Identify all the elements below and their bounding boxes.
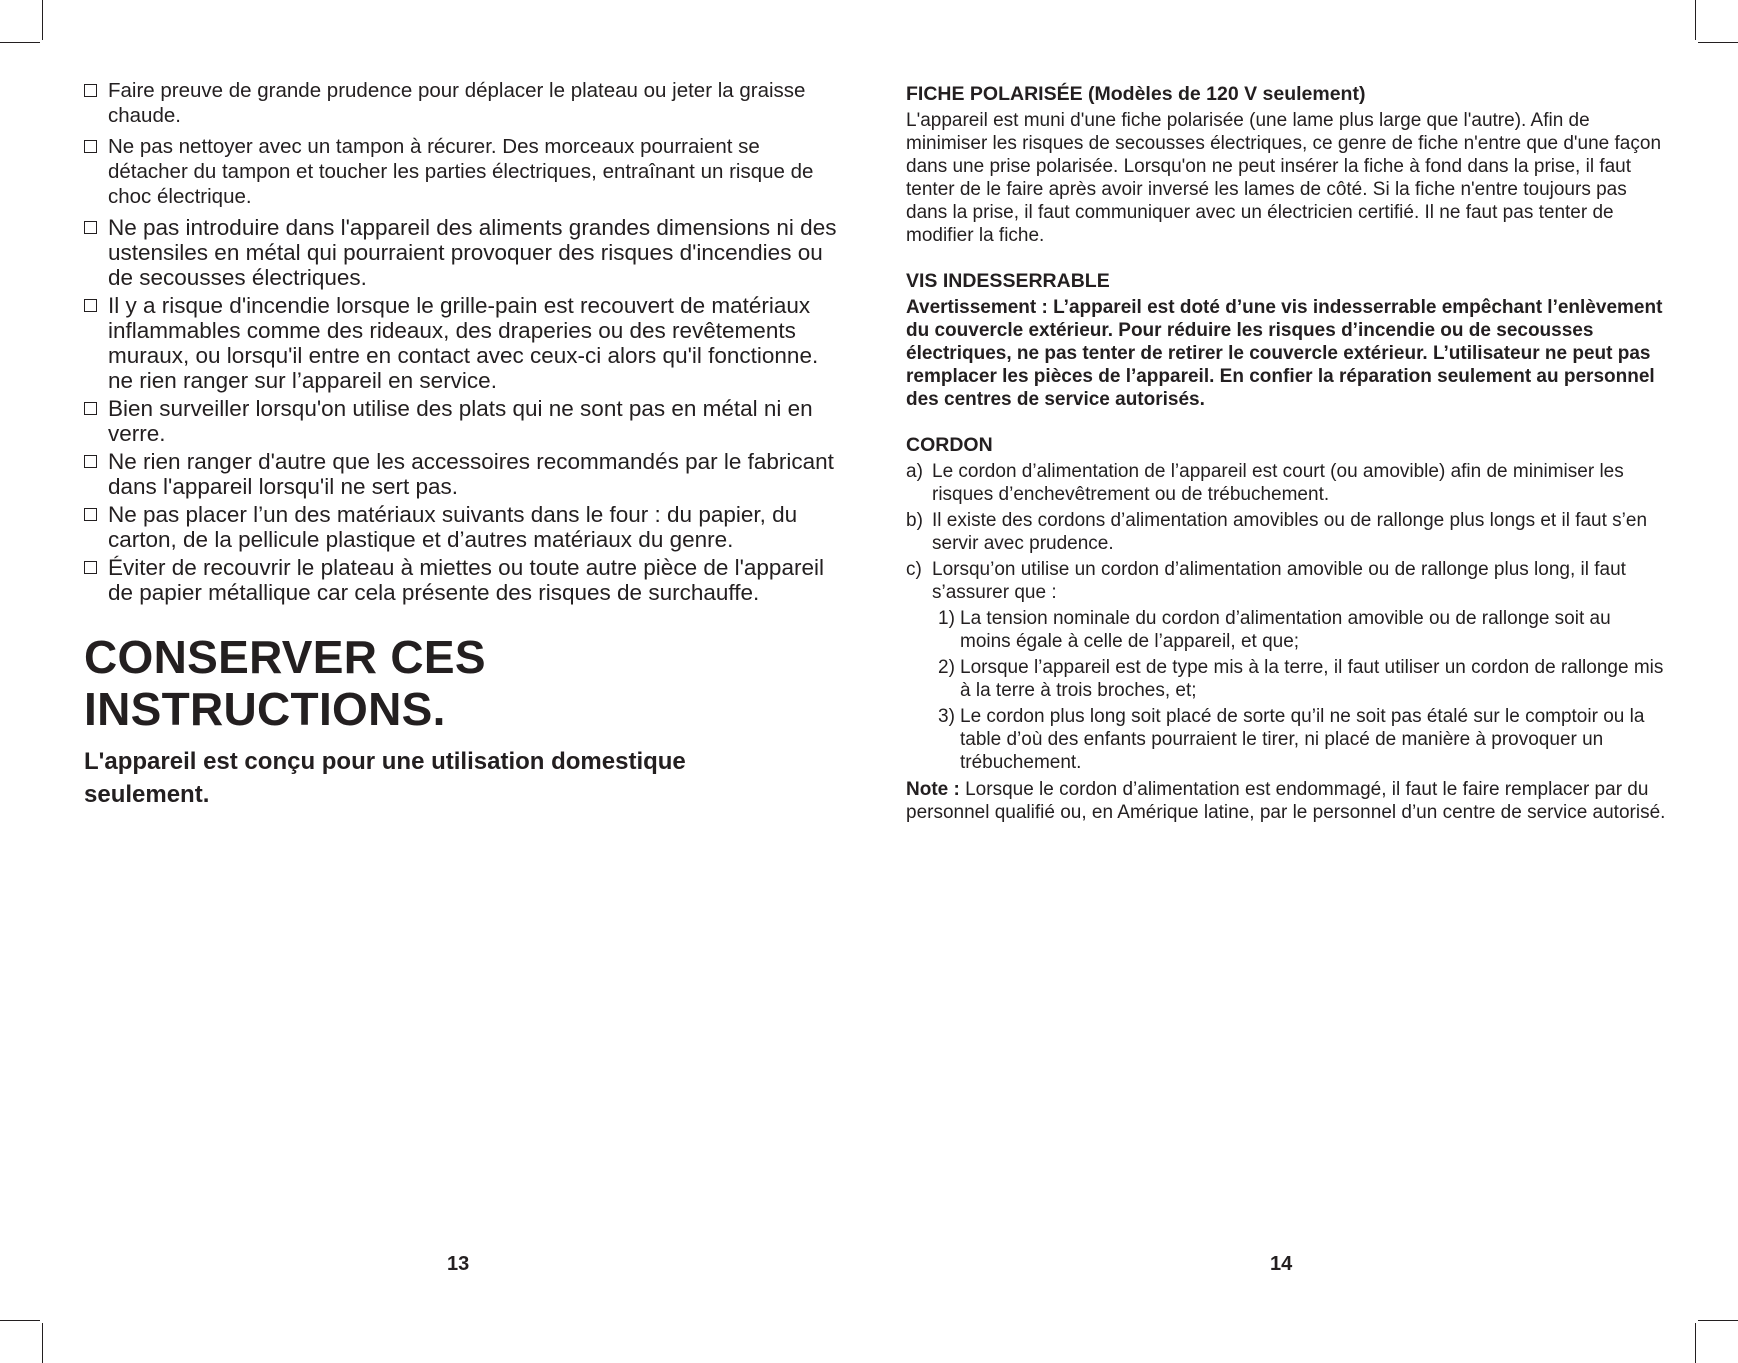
cord-note (906, 778, 1666, 824)
crop-mark (1695, 0, 1696, 40)
page-number-right: 14 (1270, 1253, 1293, 1275)
cord-item-label: c) (906, 559, 922, 580)
cord-subitem (906, 705, 1666, 774)
cord-item-text: Il existe des cordons d’alimentation amovibles ou de rallonge plus longs et il faut s’en servir avec prudence. (932, 510, 1648, 554)
checkbox-bullet-icon (84, 402, 97, 415)
checkbox-bullet-icon (84, 221, 97, 234)
bullet-item (84, 134, 844, 209)
household-use-note: L'appareil est conçu pour une utilisation domestique seulement. (84, 748, 686, 808)
crop-mark (42, 0, 43, 40)
crop-mark (0, 42, 40, 43)
cord-item-text: Le cordon d’alimentation de l’appareil est court (ou amovible) afin de minimiser les risques d’enchevêtrement ou de trébuchement. (932, 461, 1624, 505)
cord-item-text: Lorsqu’on utilise un cordon d’alimentation amovible ou de rallonge plus long, il faut s’assurer que : (932, 559, 1626, 603)
cord-item (906, 558, 1666, 604)
crop-mark (1698, 42, 1738, 43)
tamper-screw-heading: VIS INDESSERRABLE (906, 270, 1110, 292)
heading-line-1: CONSERVER CES (84, 631, 486, 683)
cord-item (906, 460, 1666, 506)
cord-item-label: b) (906, 510, 923, 531)
tamper-screw-text: Avertissement : L’appareil est doté d’une vis indesserrable empêchant l’enlèvement du couvercle extérieur. Pour réduire les risques d’incendie ou de secousses électriques, ne pas tenter de retirer le couvercle extérieur. L’utilisateur ne peut pas remplacer les pièces de l’appareil. En confier la réparation seulement au personnel des centres de service autorisés. (906, 297, 1663, 410)
note-text: Lorsque le cordon d’alimentation est endommagé, il faut le faire remplacer par du personnel qualifié ou, en Amérique latine, par le personnel d’un centre de service autorisé. (906, 779, 1666, 823)
bullet-item (84, 396, 844, 446)
cord-subitem-label: 2) (938, 657, 955, 678)
checkbox-bullet-icon (84, 455, 97, 468)
checkbox-bullet-icon (84, 140, 97, 153)
right-page (906, 83, 1666, 824)
cord-item (906, 509, 1666, 555)
crop-mark (0, 1320, 40, 1321)
note-label: Note : (906, 779, 960, 800)
bullet-text: Bien surveiller lorsqu'on utilise des plats qui ne sont pas en métal ni en verre. (108, 396, 813, 446)
crop-mark (42, 1323, 43, 1363)
left-page (84, 78, 844, 811)
bullet-text: Ne rien ranger d'autre que les accessoires recommandés par le fabricant dans l'appareil lorsqu'il ne sert pas. (108, 449, 834, 499)
page-number-left: 13 (447, 1253, 470, 1275)
crop-mark (1695, 1323, 1696, 1363)
cord-subitem (906, 607, 1666, 653)
cord-subitem-label: 1) (938, 608, 955, 629)
bullet-item (84, 555, 844, 605)
cord-subitem-text: Le cordon plus long soit placé de sorte qu’il ne soit pas étalé sur le comptoir ou la table d’où des enfants pourraient le tirer, ni placé de manière à provoquer un trébuchement. (960, 706, 1645, 773)
checkbox-bullet-icon (84, 299, 97, 312)
bullet-text: Ne pas nettoyer avec un tampon à récurer. Des morceaux pourraient se détacher du tampon et toucher les parties électriques, entraînant un risque de choc électrique. (108, 135, 814, 208)
polarized-plug-text: L'appareil est muni d'une fiche polarisée (une lame plus large que l'autre). Afin de minimiser les risques de secousses électriques, ce genre de fiche n'entre que d'une façon dans une prise polarisée. Lorsqu'on ne peut insérer la fiche à fond dans la prise, il faut tenter de le faire après avoir inversé les lames de côté. Si la fiche n'entre toujours pas dans la prise, il faut communiquer avec un électricien certifié. Il ne faut pas tenter de modifier la fiche. (906, 110, 1662, 246)
crop-mark (1698, 1320, 1738, 1321)
bullet-item (84, 78, 844, 128)
checkbox-bullet-icon (84, 508, 97, 521)
bullet-text: Ne pas placer l’un des matériaux suivants dans le four : du papier, du carton, de la pellicule plastique et d’autres matériaux du genre. (108, 502, 798, 552)
bullet-item (84, 449, 844, 499)
bullet-text: Ne pas introduire dans l'appareil des aliments grandes dimensions ni des ustensiles en métal qui pourraient provoquer des risques d'incendies ou de secousses électriques. (108, 215, 837, 290)
bullet-text: Faire preuve de grande prudence pour déplacer le plateau ou jeter la graisse chaude. (108, 79, 806, 127)
heading-line-2: INSTRUCTIONS. (84, 683, 446, 735)
cord-item-label: a) (906, 461, 923, 482)
bullet-item (84, 293, 844, 393)
bullet-item (84, 215, 844, 290)
bullet-text: Éviter de recouvrir le plateau à miettes ou toute autre pièce de l'appareil de papier métallique car cela présente des risques de surchauffe. (108, 555, 824, 605)
cord-subitem-text: Lorsque l’appareil est de type mis à la terre, il faut utiliser un cordon de rallonge mis à la terre à trois broches, et; (960, 657, 1664, 701)
checkbox-bullet-icon (84, 84, 97, 97)
bullet-item (84, 502, 844, 552)
checkbox-bullet-icon (84, 561, 97, 574)
cord-subitem-label: 3) (938, 706, 955, 727)
cord-heading: CORDON (906, 434, 993, 456)
bullet-text: Il y a risque d'incendie lorsque le grille-pain est recouvert de matériaux inflammables comme des rideaux, des draperies ou des revêtements muraux, ou lorsqu'il entre en contact avec ceux-ci alors qu'il fonctionne. ne rien ranger sur l’appareil en service. (108, 293, 819, 393)
cord-subitem-text: La tension nominale du cordon d’alimentation amovible ou de rallonge soit au moins égale à celle de l’appareil, et que; (960, 608, 1611, 652)
polarized-plug-heading: FICHE POLARISÉE (Modèles de 120 V seulement) (906, 83, 1366, 105)
save-instructions-heading (84, 631, 844, 735)
cord-subitem (906, 656, 1666, 702)
